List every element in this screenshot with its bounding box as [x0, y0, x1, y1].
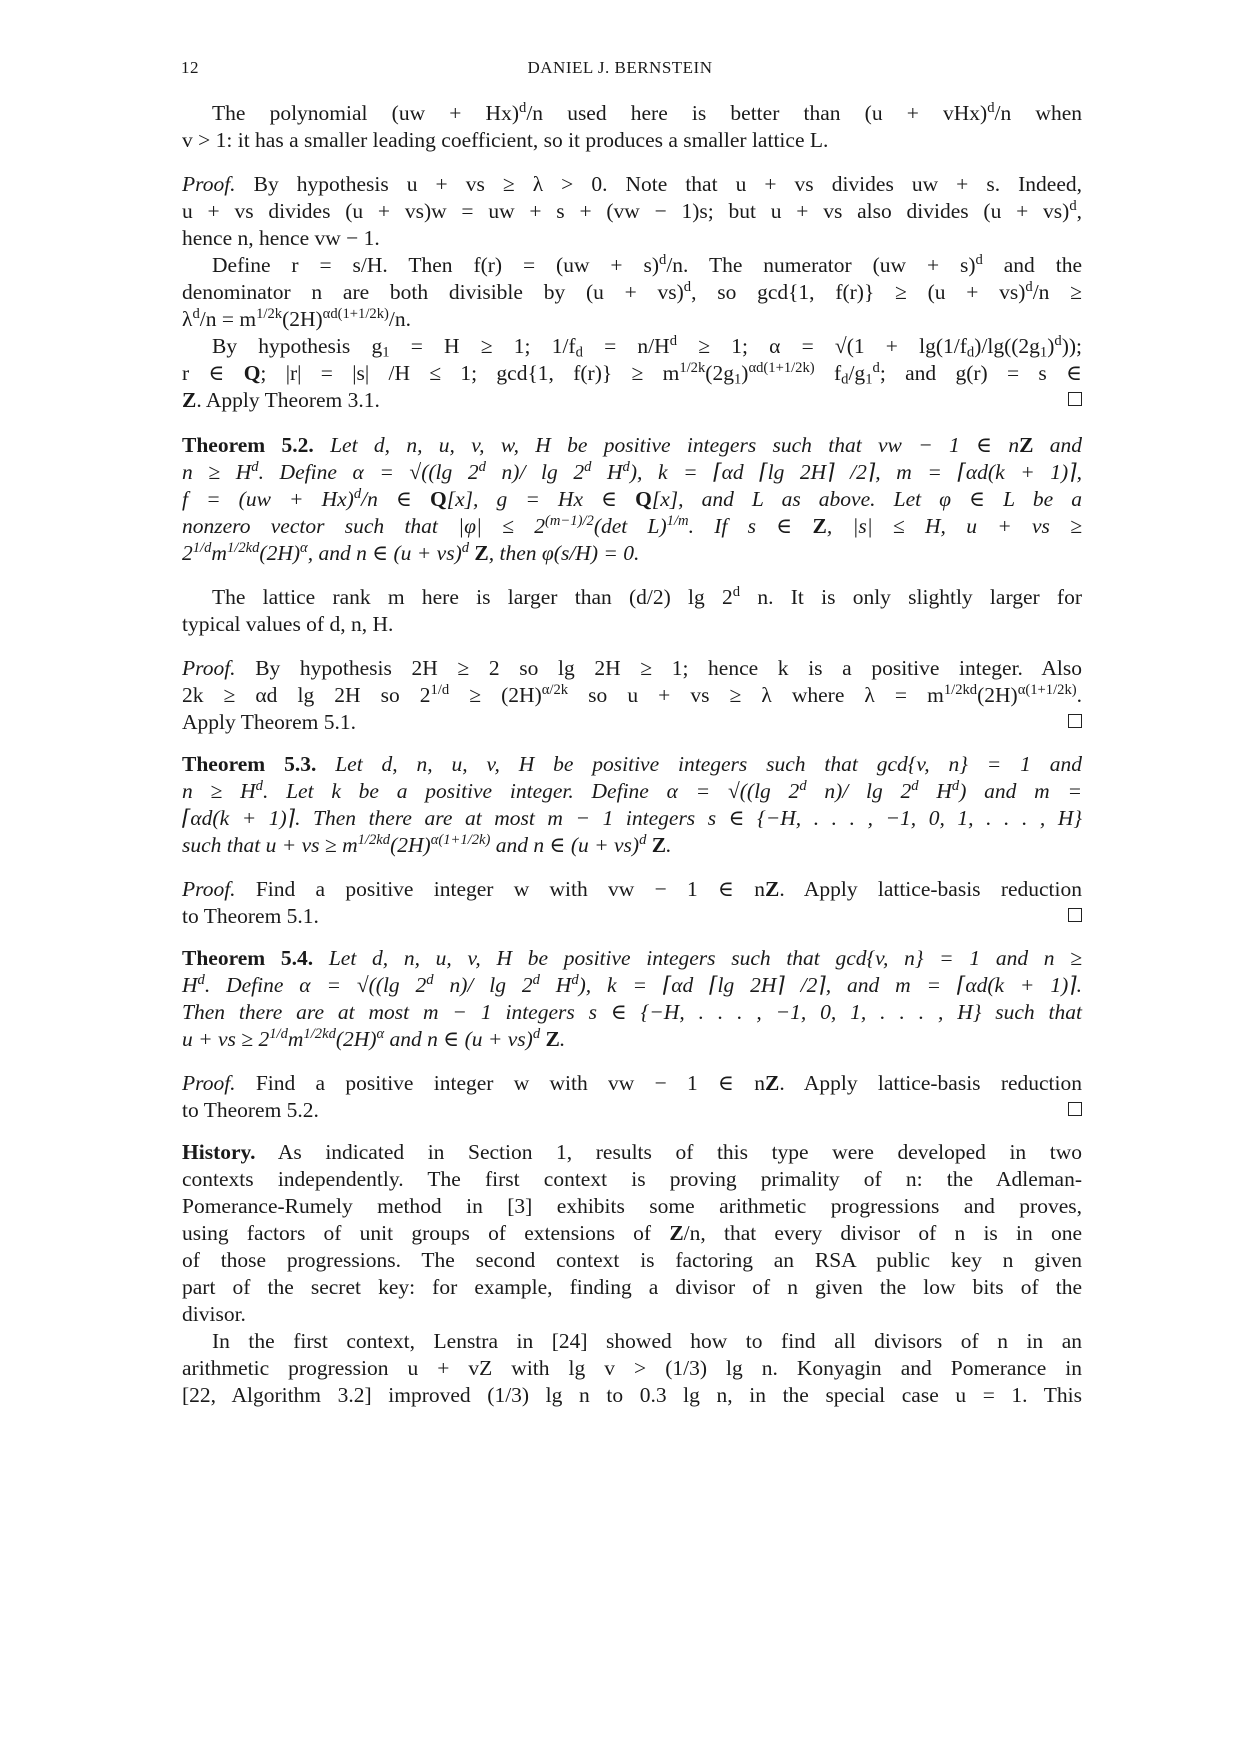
proof-line: Define r = s/H. Then f(r) = (uw + s)$^d$/n. The numerator (uw + s)$^d$ and the: [212, 251, 1083, 277]
label: Theorem 5.4.: [182, 946, 314, 970]
label: Proof.: [182, 877, 236, 901]
history-line: arithmetic progression u + vZ with lg v > (1/3) lg n. Konyagin and Pomerance in: [182, 1356, 1082, 1380]
proof-line: to Theorem 5.1.: [182, 903, 1082, 929]
proof-line: Proof. By hypothesis u + vs ≥ λ > 0. Note that u + vs divides uw + s. Indeed,: [182, 172, 1082, 196]
theorem-line: such that u + vs ≥ $m^{1/2kd}(2H)^{\alpha(1+1/2k)}$ and n ∈ (u + vs)$^d$ Z.: [182, 831, 672, 857]
intro-line: v > 1: it has a smaller leading coefficient, so it produces a smaller lattice L.: [182, 128, 829, 152]
label: Theorem 5.3.: [182, 752, 317, 776]
history-line: divisor.: [182, 1302, 246, 1326]
remark-line: typical values of d, n, H.: [182, 612, 394, 636]
theorem-line: Theorem 5.2. Let d, n, u, v, w, H be positive integers such that vw − 1 ∈ nZ and: [182, 433, 1082, 457]
proof-line: hence n, hence vw − 1.: [182, 226, 380, 250]
qed-symbol: [1068, 392, 1082, 406]
label: Proof.: [182, 656, 236, 680]
history-line: part of the secret key: for example, finding a divisor of n given the low bits of the: [182, 1275, 1082, 1299]
proof-line: Apply Theorem 5.1.: [182, 709, 1082, 735]
running-head: DANIEL J. BERNSTEIN: [527, 58, 713, 77]
proof-line: $\lambda^d/n = m^{1/2k}(2H)^{\alpha d(1+1/2k)}/n$.: [182, 305, 411, 331]
label: History.: [182, 1140, 256, 1164]
qed-symbol: [1068, 1102, 1082, 1116]
proof-line: 2k ≥ αd lg 2H so $2^{1/d} \ge (2H)^{\alpha/2k}$ so u + vs ≥ λ where $\lambda = m^{1/2kd}(2H)^{\alpha(1+1/2k)}$.: [182, 681, 1082, 707]
theorem-line: $2^{1/d}m^{1/2kd}(2H)^\alpha$, and n ∈ (u + vs)$^d$ Z, then φ(s/H) = 0.: [182, 539, 640, 565]
remark-line: The lattice rank m here is larger than (d/2) lg 2$^d$ n. It is only slightly larger for: [212, 583, 1082, 609]
theorem-line: nonzero vector such that $|\varphi| \le 2^{(m-1)/2}(\det$ L)$^{1/m}$. If s ∈ Z, |s| ≤ H, u + vs ≥: [182, 512, 1082, 538]
proof-line: Proof. Find a positive integer w with vw − 1 ∈ nZ. Apply lattice-basis reduction: [182, 1071, 1083, 1095]
proof-line: Proof. Find a positive integer w with vw − 1 ∈ nZ. Apply lattice-basis reduction: [182, 877, 1083, 901]
history-line: using factors of unit groups of extensions of Z/n, that every divisor of n is in one: [182, 1221, 1082, 1245]
proof-line: Z. Apply Theorem 3.1.: [182, 387, 1082, 413]
history-line: [22, Algorithm 3.2] improved (1/3) lg n to 0.3 lg n, in the special case u = 1. This: [182, 1383, 1082, 1407]
history-line: Pomerance-Rumely method in [3] exhibits some arithmetic progressions and proves,: [182, 1194, 1082, 1218]
theorem-line: Then there are at most m − 1 integers s ∈ {−H, . . . , −1, 0, 1, . . . , H} such that: [182, 1000, 1082, 1024]
label: Theorem 5.2.: [182, 433, 314, 457]
proof-line: By hypothesis $g_1 = H \ge 1$; $1/f_d = n/H^d \ge 1$; $\alpha = √(1 + \lg(1/f_d)/\lg((2g_1)^d))$;: [212, 332, 1082, 361]
proof-line: to Theorem 5.2.: [182, 1097, 1082, 1123]
history-line: History. As indicated in Section 1, results of this type were developed in two: [182, 1140, 1082, 1164]
theorem-line: $n \ge H^d$. Let k be a positive integer. Define α = √((lg 2$^d$ n)/ lg 2$^d$ $H^d$) and m =: [182, 777, 1082, 803]
label: Proof.: [182, 172, 236, 196]
history-line: In the first context, Lenstra in [24] showed how to find all divisors of n in an: [212, 1329, 1082, 1353]
theorem-line: Theorem 5.4. Let d, n, u, v, H be positive integers such that gcd{v, n} = 1 and n ≥: [182, 946, 1083, 970]
theorem-line: ⌈αd(k + 1)⌉. Then there are at most m − 1 integers s ∈ {−H, . . . , −1, 0, 1, . . . , H}: [182, 806, 1082, 830]
theorem-line: Theorem 5.3. Let d, n, u, v, H be positive integers such that gcd{v, n} = 1 and: [182, 752, 1082, 776]
theorem-line: f = (uw + Hx)$^d$/n ∈ Q[x], g = Hx ∈ Q[x], and L as above. Let φ ∈ L be a: [182, 485, 1082, 511]
page-number: 12: [181, 58, 199, 77]
theorem-line: $n \ge H^d$. Define α = √((lg 2$^d$ n)/ lg 2$^d$ $H^d$), k = ⌈αd ⌈lg 2H⌉ /2⌉, m = ⌈αd(k + 1)⌉,: [182, 458, 1082, 484]
proof-line: u + vs divides (u + vs)w = uw + s + (vw − 1)s; but u + vs also divides (u + vs)$^d$,: [182, 197, 1082, 223]
proof-line: Proof. By hypothesis 2H ≥ 2 so lg 2H ≥ 1; hence k is a positive integer. Also: [182, 656, 1082, 680]
theorem-line: u + vs ≥ $2^{1/d}m^{1/2kd}(2H)^\alpha$ and n ∈ (u + vs)$^d$ Z.: [182, 1025, 566, 1051]
label: Proof.: [182, 1071, 236, 1095]
intro-line: The polynomial (uw + Hx)$^d$/n used here is better than (u + vHx)$^d$/n when: [212, 99, 1082, 125]
theorem-line: $H^d$. Define α = √((lg 2$^d$ n)/ lg 2$^d$ $H^d$), k = ⌈αd ⌈lg 2H⌉ /2⌉, and m = ⌈αd(k + 1)⌉.: [182, 971, 1082, 997]
proof-line: r ∈ Q; |r| = |s| /H ≤ 1; gcd{1, $f(r)\} \ge m^{1/2k}(2g_1)^{\alpha d(1+1/2k)}$ $f_d/g_1^d$; and g(r) = s ∈: [182, 359, 1082, 388]
qed-symbol: [1068, 908, 1082, 922]
history-line: contexts independently. The first context is proving primality of n: the Adleman-: [182, 1167, 1082, 1191]
proof-line: denominator n are both divisible by (u + vs)$^d$, so gcd{1, f(r)} ≥ (u + vs)$^d$/n ≥: [182, 278, 1082, 304]
qed-symbol: [1068, 714, 1082, 728]
history-line: of those progressions. The second context is factoring an RSA public key n given: [182, 1248, 1082, 1272]
